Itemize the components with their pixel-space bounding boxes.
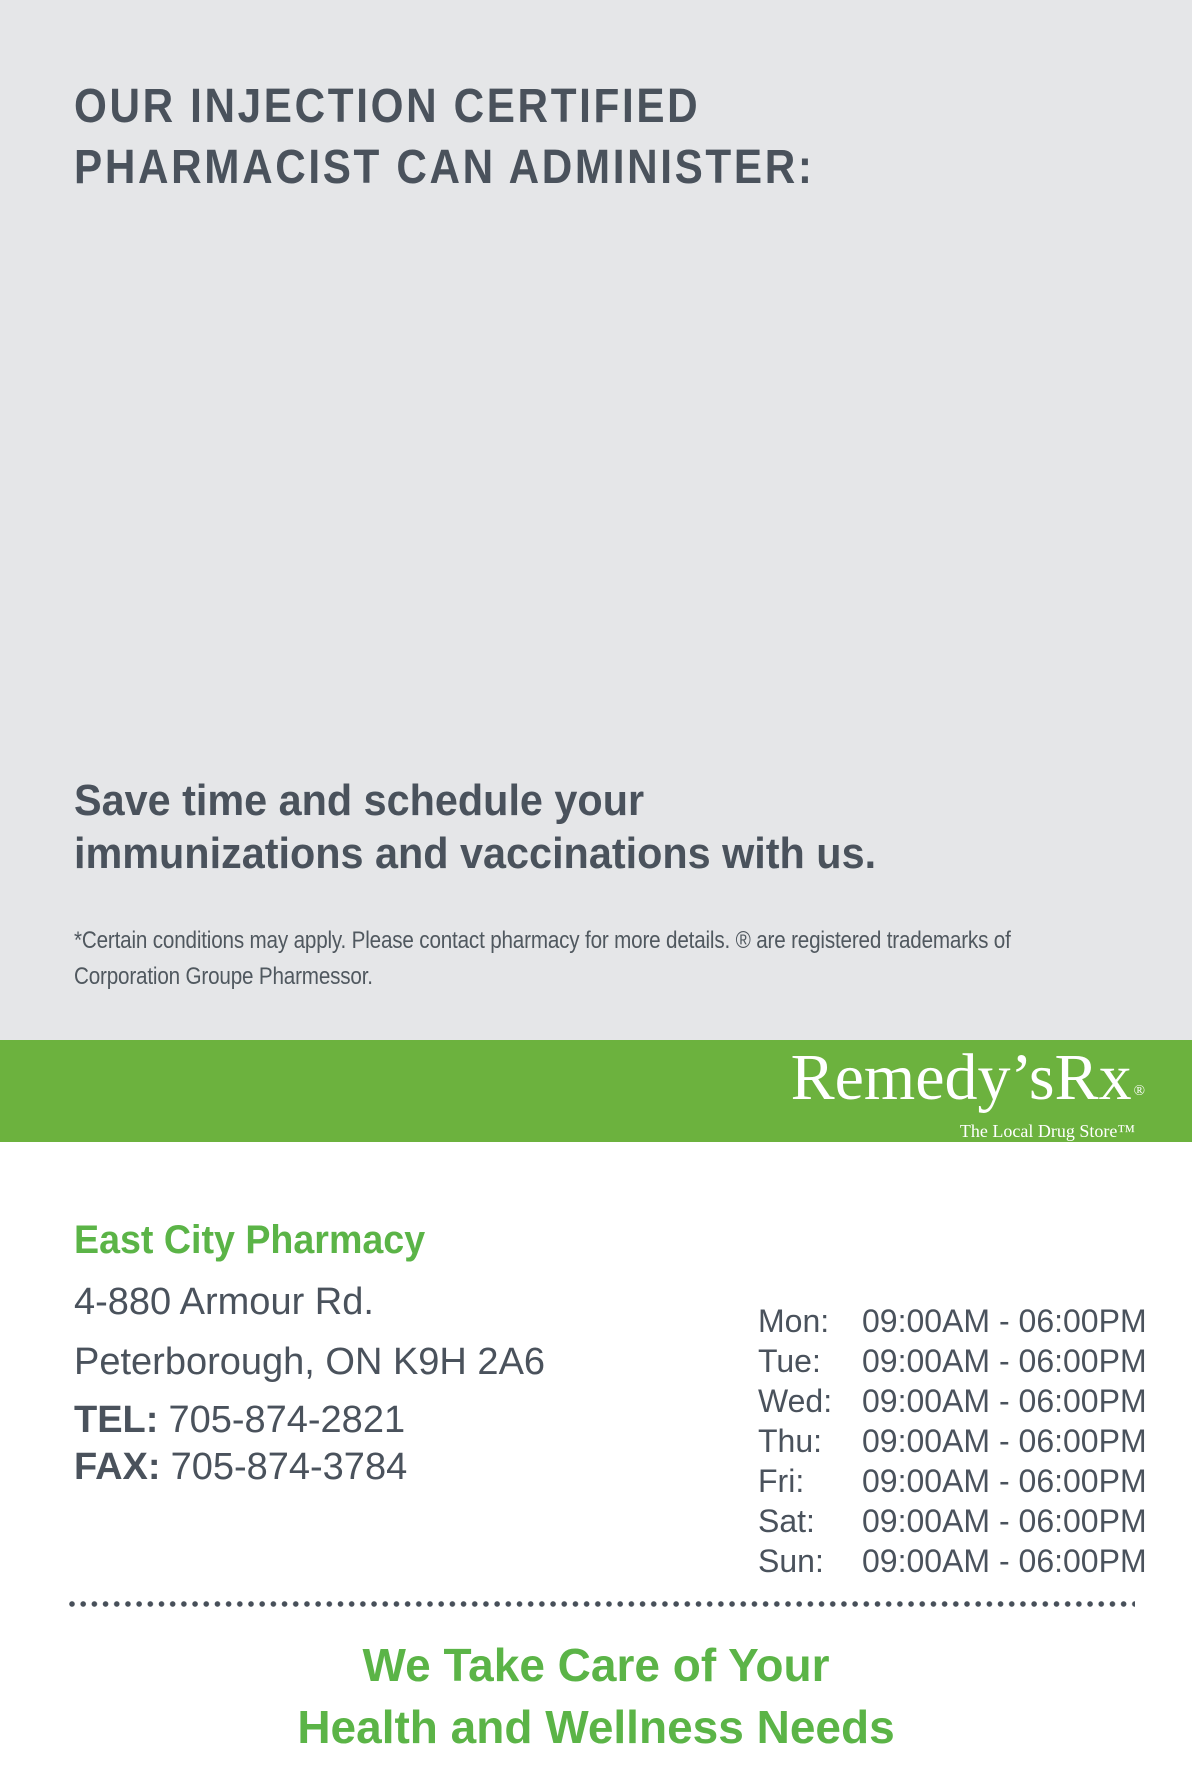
hours-day-label: Tue: xyxy=(758,1343,821,1379)
hours-day-label: Sat: xyxy=(758,1503,815,1539)
hours-day-label: Thu: xyxy=(758,1423,823,1459)
tel-number: 705-874-2821 xyxy=(168,1399,406,1441)
hours-day-label: Mon: xyxy=(758,1303,830,1339)
sub-heading-line2: immunizations and vaccinations with us. xyxy=(74,829,877,878)
footer-tagline-line2: Health and Wellness Needs xyxy=(297,1701,895,1753)
main-heading-line1: OUR INJECTION CERTIFIED xyxy=(74,80,701,133)
logo-tagline: The Local Drug Store™ xyxy=(959,1121,1135,1141)
store-hours-table xyxy=(758,1301,1147,1581)
disclaimer-text xyxy=(74,923,1011,995)
fax-line xyxy=(74,1444,407,1491)
hours-time-value: 09:00AM - 06:00PM xyxy=(862,1503,1147,1539)
hours-day-label: Wed: xyxy=(758,1383,833,1419)
pharmacy-address xyxy=(74,1272,545,1392)
tel-line xyxy=(74,1397,407,1444)
footer-tagline xyxy=(0,1634,1192,1758)
hours-row-sun xyxy=(758,1541,1147,1581)
address-line2: Peterborough, ON K9H 2A6 xyxy=(74,1341,546,1383)
dotted-divider xyxy=(69,1600,1135,1608)
hours-row-tue xyxy=(758,1341,1147,1381)
hours-row-fri xyxy=(758,1461,1147,1501)
address-line1: 4-880 Armour Rd. xyxy=(74,1281,374,1323)
pharmacy-name: East City Pharmacy xyxy=(74,1218,426,1262)
disclaimer-line2: Corporation Groupe Pharmessor. xyxy=(74,963,373,990)
sub-heading xyxy=(74,774,876,880)
hours-row-thu xyxy=(758,1421,1147,1461)
hours-row-sat xyxy=(758,1501,1147,1541)
hours-row-mon xyxy=(758,1301,1147,1341)
main-heading-line2: PHARMACIST CAN ADMINISTER: xyxy=(74,141,815,194)
sub-heading-line1: Save time and schedule your xyxy=(74,776,645,825)
phone-fax-block xyxy=(74,1397,407,1491)
logo-wordmark xyxy=(790,1041,1145,1123)
remedys-rx-logo xyxy=(790,1041,1145,1141)
hours-time-value: 09:00AM - 06:00PM xyxy=(862,1343,1147,1379)
fax-number: 705-874-3784 xyxy=(170,1446,408,1488)
hours-time-value: 09:00AM - 06:00PM xyxy=(862,1383,1147,1419)
hours-time-value: 09:00AM - 06:00PM xyxy=(862,1463,1147,1499)
registered-trademark-symbol: ® xyxy=(1133,1083,1145,1099)
hours-time-value: 09:00AM - 06:00PM xyxy=(862,1543,1147,1579)
hours-row-wed xyxy=(758,1381,1147,1421)
brand-banner xyxy=(0,1040,1192,1142)
main-heading xyxy=(74,76,815,198)
tel-label: TEL: xyxy=(74,1399,159,1441)
hours-time-value: 09:00AM - 06:00PM xyxy=(862,1423,1147,1459)
fax-label: FAX: xyxy=(74,1446,161,1488)
hours-time-value: 09:00AM - 06:00PM xyxy=(862,1303,1147,1339)
footer-tagline-line1: We Take Care of Your xyxy=(362,1639,830,1691)
logo-text: Remedy’sRx xyxy=(790,1041,1132,1114)
disclaimer-line1: *Certain conditions may apply. Please contact pharmacy for more details. ® are registered trademarks of xyxy=(74,927,1011,954)
hours-day-label: Sun: xyxy=(758,1543,824,1579)
hours-day-label: Fri: xyxy=(758,1463,805,1499)
